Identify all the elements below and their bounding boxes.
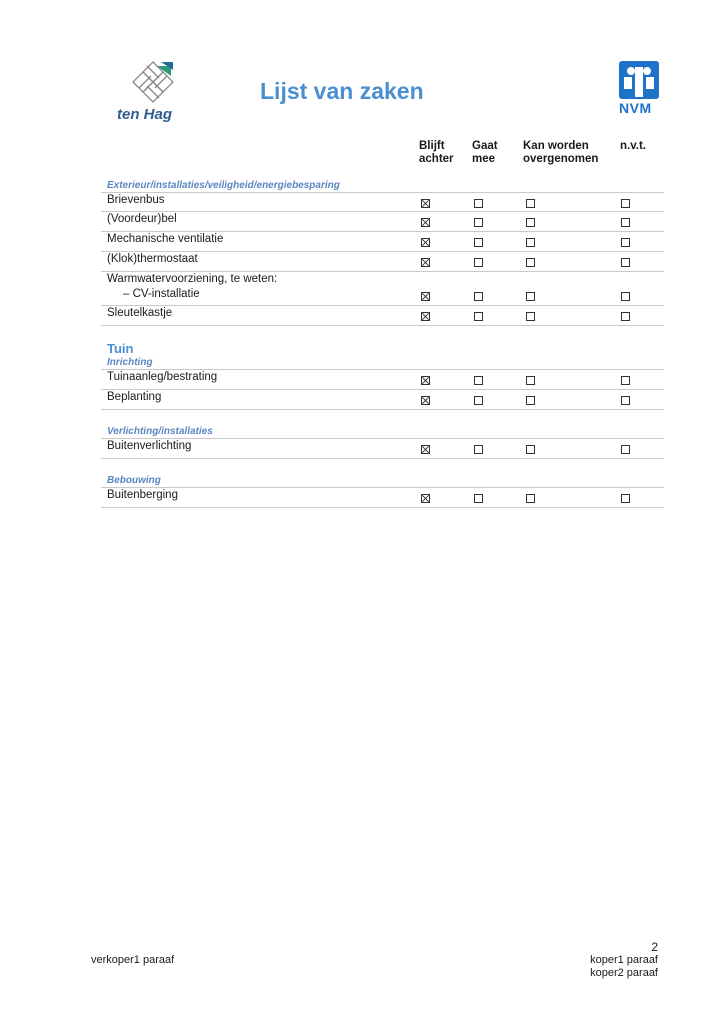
row-label: Buitenverlichting — [107, 440, 192, 452]
checkbox-kan-worden-overgenomen[interactable] — [526, 376, 535, 385]
brand-name-right: NVM — [619, 100, 652, 116]
checkbox-nvt[interactable] — [621, 218, 630, 227]
checkbox-gaat-mee[interactable] — [474, 258, 483, 267]
table-row-klokthermostaat — [101, 251, 664, 272]
checkbox-nvt[interactable] — [621, 199, 630, 208]
nvm-emblem-icon — [619, 61, 659, 99]
column-header-blijft-achter: Blijft achter — [419, 140, 454, 165]
checkbox-blijft-achter[interactable] — [421, 218, 430, 227]
checkbox-gaat-mee[interactable] — [474, 292, 483, 301]
nvm-logo — [619, 61, 659, 117]
row-label: Beplanting — [107, 391, 162, 403]
checkbox-blijft-achter[interactable] — [421, 292, 430, 301]
checkbox-nvt[interactable] — [621, 312, 630, 321]
section-divider — [101, 325, 664, 326]
checkbox-nvt[interactable] — [621, 258, 630, 267]
checkbox-blijft-achter[interactable] — [421, 445, 430, 454]
checkbox-kan-worden-overgenomen[interactable] — [526, 396, 535, 405]
checkbox-gaat-mee[interactable] — [474, 396, 483, 405]
page-number: 2 — [651, 940, 658, 954]
column-header-nvt: n.v.t. — [620, 140, 646, 152]
checkbox-nvt[interactable] — [621, 396, 630, 405]
section-divider — [101, 458, 664, 459]
table-row-beplanting — [101, 389, 664, 410]
table-row-voordeurbel — [101, 211, 664, 232]
checkbox-kan-worden-overgenomen[interactable] — [526, 199, 535, 208]
seller-initials: verkoper1 paraaf — [91, 954, 175, 966]
row-sublabel: – CV-installatie — [123, 288, 200, 300]
ten-hag-logo — [117, 58, 189, 124]
section-divider — [101, 409, 664, 410]
checkbox-gaat-mee[interactable] — [474, 376, 483, 385]
checkbox-blijft-achter[interactable] — [421, 494, 430, 503]
brand-name-left: ten Hag — [117, 106, 173, 123]
buyer2-initials: koper2 paraaf — [590, 967, 658, 979]
row-label: Tuinaanleg/bestrating — [107, 371, 218, 383]
checkbox-blijft-achter[interactable] — [421, 396, 430, 405]
checkbox-nvt[interactable] — [621, 292, 630, 301]
checkbox-blijft-achter[interactable] — [421, 199, 430, 208]
table-row-buitenverlichting — [101, 438, 664, 459]
column-header-kan-worden-overgenomen: Kan worden overgenomen — [523, 140, 599, 165]
checkbox-blijft-achter[interactable] — [421, 238, 430, 247]
table-row-mechanische-ventilatie — [101, 231, 664, 252]
checkbox-kan-worden-overgenomen[interactable] — [526, 238, 535, 247]
checkbox-nvt[interactable] — [621, 494, 630, 503]
row-label: (Voordeur)bel — [107, 213, 177, 225]
checkbox-blijft-achter[interactable] — [421, 376, 430, 385]
checkbox-gaat-mee[interactable] — [474, 238, 483, 247]
checkbox-kan-worden-overgenomen[interactable] — [526, 292, 535, 301]
table-row-buitenberging — [101, 487, 664, 508]
row-label: (Klok)thermostaat — [107, 253, 198, 265]
checkbox-kan-worden-overgenomen[interactable] — [526, 445, 535, 454]
table-row-warmwatervoorziening — [101, 271, 664, 306]
checkbox-nvt[interactable] — [621, 376, 630, 385]
row-label: Sleutelkastje — [107, 307, 173, 319]
table-row-sleutelkastje — [101, 305, 664, 326]
section-divider — [101, 507, 664, 508]
table-row-tuinaanleg — [101, 369, 664, 390]
checkbox-nvt[interactable] — [621, 445, 630, 454]
section-title-bebouwing: Bebouwing — [107, 475, 161, 486]
row-label: Warmwatervoorziening, te weten: — [107, 273, 278, 285]
checkbox-gaat-mee[interactable] — [474, 494, 483, 503]
row-label: Brievenbus — [107, 194, 165, 206]
checkbox-gaat-mee[interactable] — [474, 445, 483, 454]
row-label: Mechanische ventilatie — [107, 233, 224, 245]
section-title-verlichting: Verlichting/installaties — [107, 426, 213, 437]
section-title-inrichting: Inrichting — [107, 357, 153, 368]
checkbox-kan-worden-overgenomen[interactable] — [526, 258, 535, 267]
page-title: Lijst van zaken — [260, 78, 424, 104]
pinwheel-logo-icon — [127, 58, 179, 104]
column-header-gaat-mee: Gaat mee — [472, 140, 498, 165]
checkbox-nvt[interactable] — [621, 238, 630, 247]
checkbox-kan-worden-overgenomen[interactable] — [526, 312, 535, 321]
table-row-brievenbus — [101, 192, 664, 212]
row-label: Buitenberging — [107, 489, 178, 501]
buyer1-initials: koper1 paraaf — [590, 954, 658, 966]
checkbox-kan-worden-overgenomen[interactable] — [526, 218, 535, 227]
checkbox-blijft-achter[interactable] — [421, 312, 430, 321]
section-heading-tuin: Tuin — [107, 341, 134, 356]
checkbox-blijft-achter[interactable] — [421, 258, 430, 267]
checkbox-gaat-mee[interactable] — [474, 312, 483, 321]
checkbox-gaat-mee[interactable] — [474, 199, 483, 208]
section-title-exterieur: Exterieur/installaties/veiligheid/energiebesparing — [107, 180, 340, 191]
checkbox-gaat-mee[interactable] — [474, 218, 483, 227]
checkbox-kan-worden-overgenomen[interactable] — [526, 494, 535, 503]
